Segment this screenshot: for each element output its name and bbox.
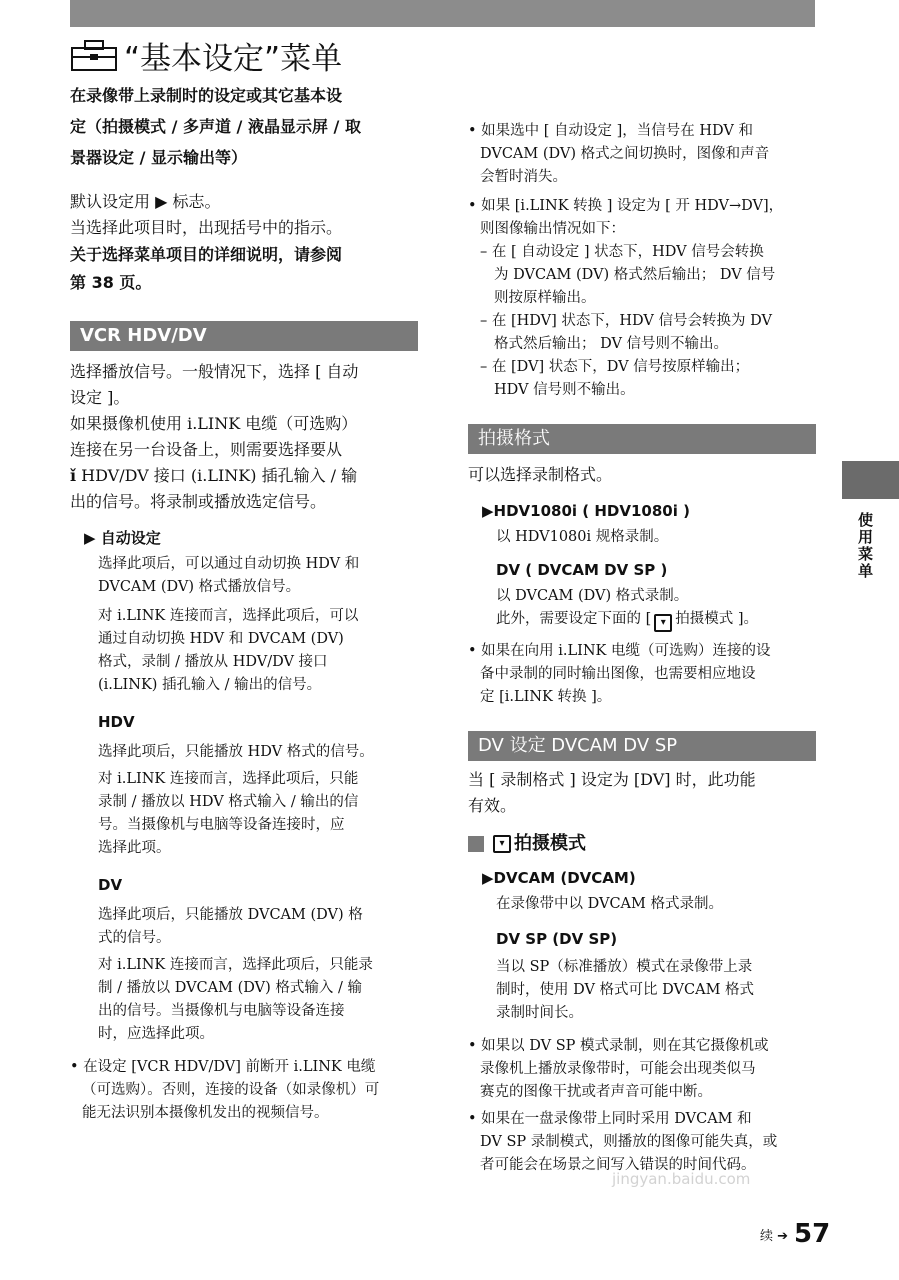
hdv-desc-2 <box>98 768 418 860</box>
desc-line: 如果摄像机使用 i.LINK 电缆（可选购） <box>70 414 358 433</box>
text-line: 制时，使用 DV 格式可比 DVCAM 格式 <box>496 982 755 998</box>
chapter-tab <box>842 461 899 499</box>
note-line: 则按原样输出。 <box>494 290 596 306</box>
text-line: 制 / 播放以 DVCAM (DV) 格式输入 / 输 <box>98 980 362 996</box>
text-line: 号。当摄像机与电脑等设备连接时，应 <box>98 817 345 833</box>
left-column <box>70 80 418 1125</box>
text-line: 录制 / 播放以 HDV 格式输入 / 输出的信 <box>98 794 359 810</box>
note-line: – 在 [HDV] 状态下，HDV 信号会转换为 DV <box>480 313 772 329</box>
reference-line: 第 38 页。 <box>70 273 152 292</box>
note-line: 录像机上播放录像带时，可能会出现类似马 <box>480 1061 756 1077</box>
note-line: • 在设定 [VCR HDV/DV] 前断开 i.LINK 电缆 <box>70 1059 376 1075</box>
section-rec-format: 拍摄格式 <box>468 424 816 454</box>
note-line: • 如果以 DV SP 模式录制，则在其它摄像机或 <box>468 1038 769 1054</box>
dash-note-dv <box>468 356 816 402</box>
continue-indicator: 续 ➔ <box>760 1228 789 1244</box>
desc-line: HDV/DV 接口 (i.LINK) 插孔输入 / 输 <box>81 466 358 485</box>
desc-line: 当 [ 录制格式 ] 设定为 [DV] 时，此功能 <box>468 770 756 789</box>
note-line: 定 [i.LINK 转换 ]。 <box>480 689 612 705</box>
text-line: 时，应选择此项。 <box>98 1026 214 1042</box>
rec-format-desc: 可以选择录制格式。 <box>468 465 613 484</box>
text-line: 录制时间长。 <box>496 1005 583 1021</box>
reference-note <box>70 241 418 297</box>
desc-line: 出的信号。将录制或播放选定信号。 <box>70 492 327 511</box>
text-line: 对 i.LINK 连接而言，选择此项后，只能 <box>98 771 359 787</box>
section-vcr-hdv-dv: VCR HDV/DV <box>70 321 418 351</box>
desc-line: 连接在另一台设备上，则需要选择要从 <box>70 440 343 459</box>
dv-format-desc-2 <box>496 608 816 632</box>
toolbox-icon <box>70 38 118 72</box>
dv-desc-2 <box>98 954 418 1046</box>
bracket-note: 当选择此项目时，出现括号中的指示。 <box>70 218 343 237</box>
desc-line: 有效。 <box>468 796 517 815</box>
option-dv: DV <box>98 876 123 894</box>
text-line: (i.LINK) 插孔输入 / 输出的信号。 <box>98 677 322 693</box>
auto-desc-2 <box>98 605 418 697</box>
note-line: – 在 [ 自动设定 ] 状态下，HDV 信号会转换 <box>480 244 764 260</box>
note-line: – 在 [DV] 状态下，DV 信号按原样输出； <box>480 359 750 375</box>
text-part: 拍摄模式 ]。 <box>675 611 759 627</box>
intro-line: 在录像带上录制时的设定或其它基本设 <box>70 86 343 105</box>
ilink-icon: ǐ <box>70 466 77 485</box>
bullet-square <box>468 836 484 852</box>
page-number: 57 <box>794 1219 831 1249</box>
dv-desc-1 <box>98 904 418 950</box>
note-line: 格式然后输出； DV 信号则不输出。 <box>494 336 729 352</box>
note-line: （可选购）。否则，连接的设备（如录像机）可 <box>82 1082 380 1098</box>
dash-note-hdv <box>468 310 816 356</box>
rec-format-note <box>468 640 816 709</box>
text-line: 选择此项后，可以通过自动切换 HDV 和 <box>98 556 360 572</box>
note-line: DV SP 录制模式，则播放的图像可能失真，或 <box>480 1134 778 1150</box>
rec-mode-title: 拍摄模式 <box>514 833 586 854</box>
desc-line: 选择播放信号。一般情况下，选择 [ 自动 <box>70 362 359 381</box>
intro-line: 定（拍摄模式 / 多声道 / 液晶显示屏 / 取 <box>70 117 361 136</box>
text-line: 对 i.LINK 连接而言，选择此项后，可以 <box>98 608 359 624</box>
chapter-label: 使用菜单 <box>856 512 874 580</box>
note-line: HDV 信号则不输出。 <box>494 382 635 398</box>
dv-sp-note-2 <box>468 1108 816 1177</box>
dv-sp-note-1 <box>468 1035 816 1104</box>
rec-mode-icon: ▾ <box>654 614 672 632</box>
note-line: • 如果 [i.LINK 转换 ] 设定为 [ 开 HDV→DV]， <box>468 198 784 214</box>
auto-desc-1 <box>98 553 418 599</box>
text-part: 此外，需要设定下面的 [ <box>496 611 652 627</box>
desc-line: 设定 ]。 <box>70 388 130 407</box>
vcr-note <box>70 1056 418 1125</box>
vcr-description <box>70 359 418 515</box>
page-title-row <box>70 30 430 80</box>
text-line: 格式，录制 / 播放从 HDV/DV 接口 <box>98 654 328 670</box>
watermark: jingyan.baidu.com <box>612 1170 751 1188</box>
page-title: “基本设定”菜单 <box>124 40 343 77</box>
section-dv-setting: DV 设定 DVCAM DV SP <box>468 731 816 761</box>
note-line: 则图像输出情况如下： <box>480 221 625 237</box>
option-hdv: HDV <box>98 713 135 731</box>
right-column <box>468 120 816 1177</box>
note-line: • 如果在一盘录像带上同时采用 DVCAM 和 <box>468 1111 752 1127</box>
hdv1080i-desc: 以 HDV1080i 规格录制。 <box>496 529 669 545</box>
hdv-desc-1: 选择此项后，只能播放 HDV 格式的信号。 <box>98 744 374 760</box>
intro-lead <box>70 80 418 173</box>
text-line: 通过自动切换 HDV 和 DVCAM (DV) <box>98 631 344 647</box>
dv-setting-desc <box>468 767 816 819</box>
text-line: 当以 SP（标准播放）模式在录像带上录 <box>496 959 753 975</box>
text-line: 对 i.LINK 连接而言，选择此项后，只能录 <box>98 957 373 973</box>
option-dvcam: ▶DVCAM (DVCAM) <box>482 869 636 887</box>
option-dv-format: DV ( DVCAM DV SP ) <box>496 561 668 579</box>
default-note: 默认设定用 ▶ 标志。 <box>70 192 221 211</box>
note-line: • 如果选中 [ 自动设定 ]，当信号在 HDV 和 <box>468 123 754 139</box>
option-auto: ▶ 自动设定 <box>84 529 161 547</box>
reference-line: 关于选择菜单项目的详细说明，请参阅 <box>70 245 343 264</box>
option-dv-sp: DV SP (DV SP) <box>496 930 618 948</box>
note-ilink-convert <box>468 195 816 241</box>
option-hdv1080i: ▶HDV1080i ( HDV1080i ) <box>482 502 690 520</box>
text-line: 选择此项后，只能播放 DVCAM (DV) 格 <box>98 907 363 923</box>
page-footer <box>760 1214 860 1254</box>
note-line: 会暂时消失。 <box>480 169 567 185</box>
top-bar <box>70 0 815 27</box>
text-line: DVCAM (DV) 格式播放信号。 <box>98 579 301 595</box>
rec-mode-icon: ▾ <box>493 835 511 853</box>
note-auto-switch <box>468 120 816 189</box>
note-line: 者可能会在场景之间写入错误的时间代码。 <box>480 1157 756 1173</box>
note-line: 备中录制的同时输出图像，也需要相应地设 <box>480 666 756 682</box>
text-line: 式的信号。 <box>98 930 171 946</box>
note-line: 能无法识别本摄像机发出的视频信号。 <box>82 1105 329 1121</box>
dash-note-auto <box>468 241 816 310</box>
dv-format-desc-1: 以 DVCAM (DV) 格式录制。 <box>496 588 689 604</box>
rec-mode-heading <box>468 831 816 857</box>
text-line: 选择此项。 <box>98 840 171 856</box>
note-line: 赛克的图像干扰或者声音可能中断。 <box>480 1084 712 1100</box>
note-line: • 如果在向用 i.LINK 电缆（可选购）连接的设 <box>468 643 771 659</box>
note-line: 为 DVCAM (DV) 格式然后输出； DV 信号 <box>494 267 776 283</box>
dv-sp-desc <box>496 956 816 1025</box>
intro-line: 景器设定 / 显示输出等） <box>70 148 247 167</box>
dvcam-desc: 在录像带中以 DVCAM 格式录制。 <box>496 896 723 912</box>
note-line: DVCAM (DV) 格式之间切换时，图像和声音 <box>480 146 770 162</box>
text-line: 出的信号。当摄像机与电脑等设备连接 <box>98 1003 345 1019</box>
